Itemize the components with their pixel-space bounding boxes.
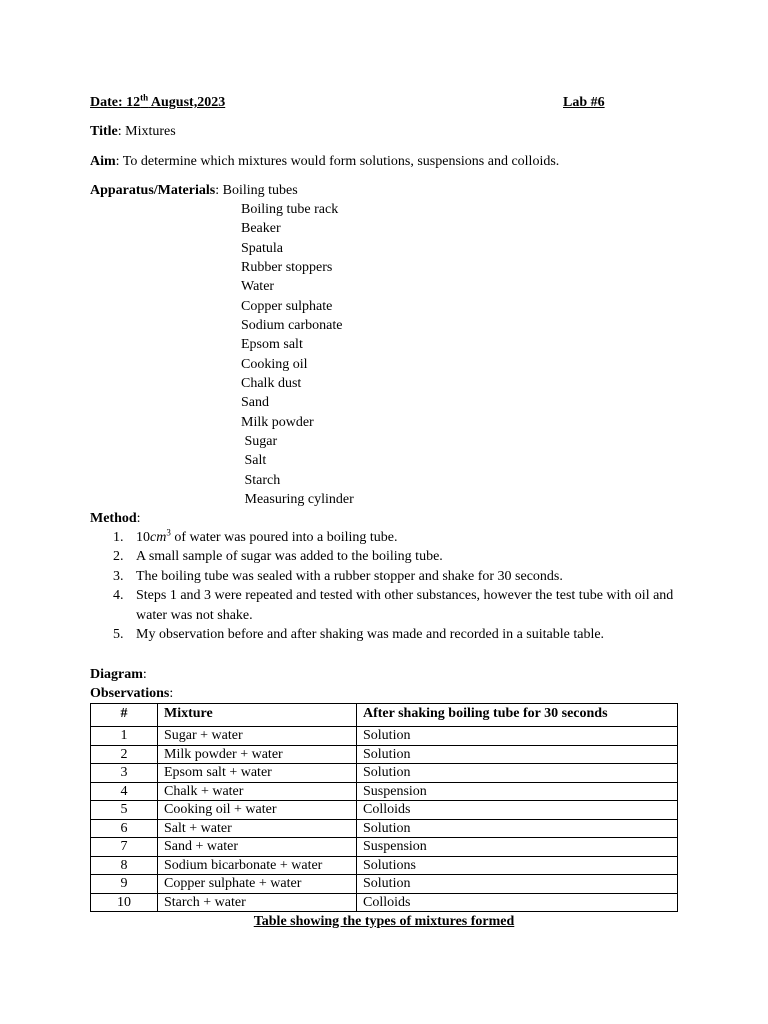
column-header-mixture: Mixture	[158, 704, 357, 727]
row-result: Suspension	[357, 838, 678, 857]
row-mixture: Chalk + water	[158, 782, 357, 801]
date-month-year: August,2023	[148, 95, 226, 110]
step-number: 4.	[113, 588, 124, 604]
row-number: 10	[91, 893, 158, 912]
row-number: 3	[91, 764, 158, 783]
step-text: A small sample of sugar was added to the boiling tube.	[136, 549, 443, 565]
aim-label: Aim	[90, 154, 116, 169]
row-mixture: Sugar + water	[158, 727, 357, 746]
step-text	[136, 527, 398, 545]
row-result: Colloids	[357, 801, 678, 820]
step-text: My observation before and after shaking was made and recorded in a suitable table.	[136, 627, 605, 643]
material-item: Copper sulphate	[241, 298, 333, 314]
row-result: Colloids	[357, 893, 678, 912]
table-caption: Table showing the types of mixtures formed	[253, 914, 515, 929]
row-mixture: Milk powder + water	[158, 745, 357, 764]
table-row	[91, 875, 678, 894]
material-item: Sugar	[241, 434, 278, 450]
row-number: 9	[91, 875, 158, 894]
materials-list	[241, 200, 354, 510]
table-row	[91, 727, 678, 746]
table-row	[91, 782, 678, 801]
aim-line	[90, 152, 559, 171]
row-number: 4	[91, 782, 158, 801]
step-number: 3.	[113, 568, 124, 584]
method-step	[113, 567, 683, 586]
observations-label: Observations	[90, 686, 170, 701]
method-label: Method	[90, 511, 137, 526]
row-mixture: Copper sulphate + water	[158, 875, 357, 894]
material-item: Boiling tube rack	[241, 202, 339, 217]
table-row	[91, 819, 678, 838]
observations-colon: :	[169, 686, 174, 701]
step-text: Steps 1 and 3 were repeated and tested with other substances, however the test tube with oil and water was not shake.	[136, 588, 674, 623]
title-label: Title	[90, 124, 118, 139]
row-result: Solution	[357, 764, 678, 783]
row-number: 8	[91, 856, 158, 875]
row-mixture: Cooking oil + water	[158, 801, 357, 820]
observations-heading	[90, 684, 173, 703]
table-row	[91, 801, 678, 820]
step1-unit: cm	[150, 530, 167, 545]
step-number: 5.	[113, 627, 124, 643]
column-header-result: After shaking boiling tube for 30 seconds	[357, 704, 678, 727]
row-result: Solution	[357, 819, 678, 838]
method-step	[113, 528, 683, 547]
row-mixture: Starch + water	[158, 893, 357, 912]
method-heading	[90, 509, 141, 528]
lab-number: Lab #6	[563, 95, 605, 110]
step-text: The boiling tube was sealed with a rubber stopper and shake for 30 seconds.	[136, 568, 563, 584]
material-item: Milk powder	[241, 414, 314, 430]
table-row	[91, 838, 678, 857]
date-superscript: th	[140, 92, 149, 103]
row-result: Solution	[357, 875, 678, 894]
aim-value: : To determine which mixtures would form solutions, suspensions and colloids.	[115, 154, 560, 169]
diagram-label: Diagram	[90, 667, 143, 682]
row-number: 1	[91, 727, 158, 746]
table-header-row	[91, 704, 678, 727]
material-item: Water	[241, 279, 275, 295]
step-number: 1.	[113, 530, 124, 545]
row-mixture: Sand + water	[158, 838, 357, 857]
method-step	[113, 586, 683, 625]
row-result: Solution	[357, 745, 678, 764]
row-mixture: Epsom salt + water	[158, 764, 357, 783]
step1-rest: of water was poured into a boiling tube.	[170, 530, 398, 545]
date-text: Date: 12	[90, 95, 141, 110]
title-value: : Mixtures	[117, 124, 176, 139]
material-item: Spatula	[241, 240, 283, 256]
observations-table	[90, 703, 678, 912]
diagram-colon: :	[142, 667, 147, 682]
row-mixture: Sodium bicarbonate + water	[158, 856, 357, 875]
step-number: 2.	[113, 549, 124, 565]
material-item: Sand	[241, 395, 269, 411]
table-row	[91, 745, 678, 764]
step1-unit-exponent: 3	[166, 527, 171, 538]
method-step	[113, 625, 683, 644]
material-item: Rubber stoppers	[241, 260, 333, 276]
material-item: Beaker	[241, 221, 281, 237]
method-colon: :	[136, 511, 141, 526]
table-row	[91, 764, 678, 783]
apparatus-line	[90, 181, 298, 200]
column-header-number: #	[91, 704, 158, 727]
step1-quantity: 10	[136, 530, 150, 545]
row-number: 5	[91, 801, 158, 820]
row-number: 7	[91, 838, 158, 857]
row-result: Solutions	[357, 856, 678, 875]
material-item: Starch	[241, 472, 281, 488]
row-result: Solution	[357, 727, 678, 746]
material-item: Chalk dust	[241, 376, 302, 392]
table-row	[91, 856, 678, 875]
material-item: Salt	[241, 453, 267, 469]
row-number: 6	[91, 819, 158, 838]
row-result: Suspension	[357, 782, 678, 801]
row-number: 2	[91, 745, 158, 764]
title-line	[90, 122, 176, 141]
method-steps	[113, 528, 683, 644]
material-item: Cooking oil	[241, 356, 308, 372]
row-mixture: Salt + water	[158, 819, 357, 838]
material-item: Measuring cylinder	[241, 492, 354, 508]
apparatus-label: Apparatus/Materials	[90, 183, 216, 198]
material-item: Sodium carbonate	[241, 318, 343, 334]
apparatus-first-item: : Boiling tubes	[215, 183, 298, 198]
method-step	[113, 547, 683, 566]
material-item: Epsom salt	[241, 337, 303, 353]
date-line	[90, 93, 225, 112]
table-row	[91, 893, 678, 912]
diagram-heading	[90, 665, 147, 684]
